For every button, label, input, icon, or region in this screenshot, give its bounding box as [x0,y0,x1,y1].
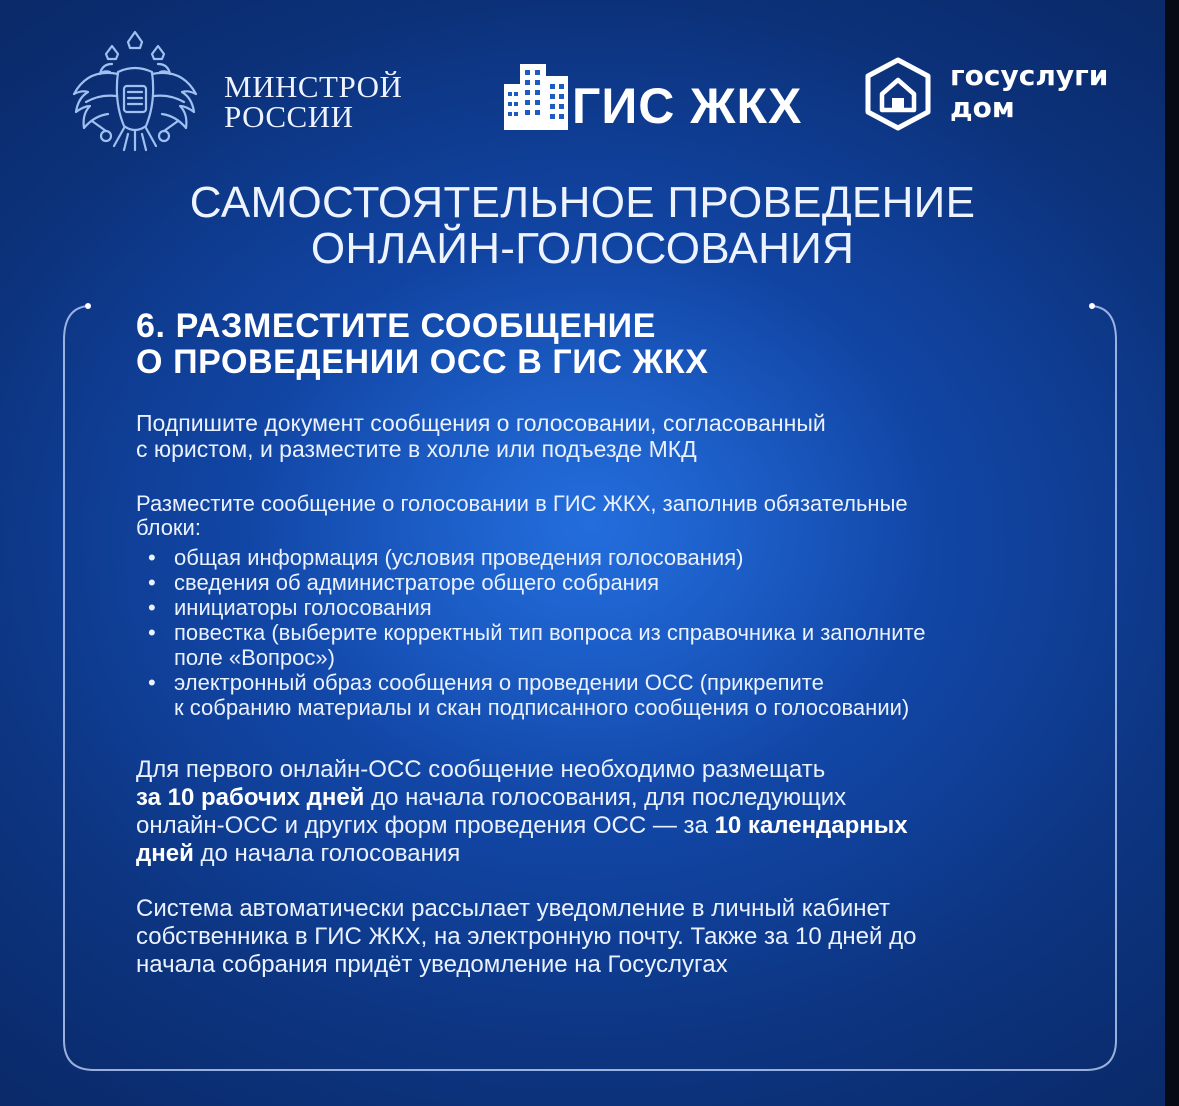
instruction-paragraph-1 [136,410,826,462]
list-item-text: сведения об администраторе общего собрания [174,570,660,595]
ministry-line2: РОССИИ [224,99,354,134]
text-line: Система автоматически рассылает уведомление в личный кабинет [136,895,891,922]
required-blocks-list [146,545,926,720]
text-line: Подпишите документ сообщения о голосовании, согласованный [136,410,826,436]
list-item [146,570,926,595]
list-item [146,545,926,570]
text-line: начала собрания придёт уведомление на Госуслугах [136,951,728,978]
instruction-paragraph-2 [136,492,908,540]
bold-text: 10 календарных [714,812,908,839]
text-line [136,840,908,868]
step-title [136,308,708,380]
list-item-text: к собранию материалы и скан подписанного сообщения о голосовании) [174,695,910,720]
list-item-text: • электронный образ сообщения о проведении ОСС (прикрепите [174,670,824,695]
list-item [146,595,926,620]
text-span: до начала голосования, для последующих [364,784,847,811]
page-title-line1: САМОСТОЯТЕЛЬНОЕ ПРОВЕДЕНИЕ [189,178,976,227]
gosuslugi-line2: дом [950,91,1015,124]
step-title-line1: 6. РАЗМЕСТИТЕ СООБЩЕНИЕ [136,307,656,345]
list-item-text: • повестка (выберите корректный тип вопроса из справочника и заполните [174,620,926,645]
bold-text: за 10 рабочих дней [136,784,365,811]
text-line: Для первого онлайн-ОСС сообщение необходимо размещать [136,756,826,783]
text-span: онлайн-ОСС и других форм проведения ОСС — за [136,812,715,839]
list-item [146,670,926,720]
gosuslugi-logo-text [950,60,1108,124]
house-hexagon-icon [860,56,936,132]
text-line: блоки: [136,515,201,540]
list-item-text: общая информация (условия проведения голосования) [174,545,744,570]
gosuslugi-line1: госуслуги [950,59,1109,92]
text-line [136,812,908,840]
text-line [136,784,908,812]
bold-text: дней [136,840,194,867]
ministry-logo-text [224,69,403,134]
ministry-line1: МИНСТРОЙ [224,69,403,104]
notification-paragraph [136,895,916,979]
text-line: Разместите сообщение о голосовании в ГИС ЖКХ, заполнив обязательные [136,491,908,516]
double-headed-eagle-icon [66,24,204,164]
gis-logo-text: ГИС ЖКХ [572,78,803,134]
page-title-line2: ОНЛАЙН-ГОЛОСОВАНИЯ [310,224,855,273]
page-title [0,180,1165,272]
deadline-paragraph [136,756,908,868]
list-item-text: поле «Вопрос») [174,645,335,670]
list-item-text: инициаторы голосования [174,595,432,620]
list-item [146,620,926,670]
text-line: с юристом, и разместите в холле или подъезде МКД [136,436,697,462]
text-span: до начала голосования [193,840,461,867]
step-title-line2: О ПРОВЕДЕНИИ ОСС В ГИС ЖКХ [136,343,709,381]
text-line: собственника в ГИС ЖКХ, на электронную почту. Также за 10 дней до [136,923,917,950]
